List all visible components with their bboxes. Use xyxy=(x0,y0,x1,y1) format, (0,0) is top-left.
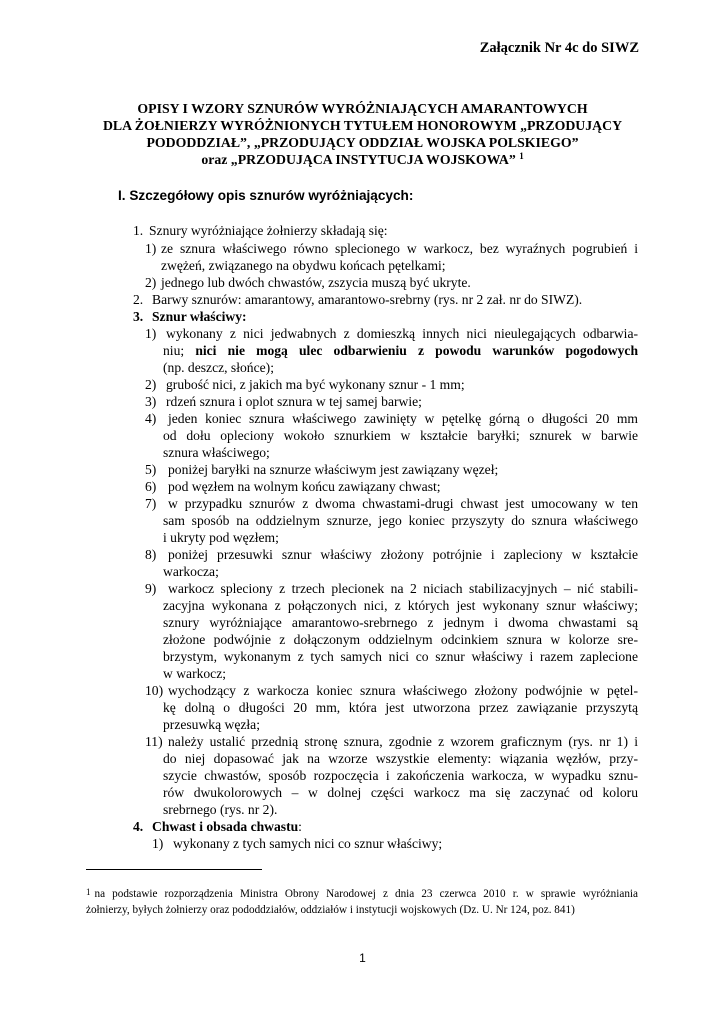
sub-item-number: 3) xyxy=(145,394,157,409)
sub-item-number: 2) xyxy=(145,275,157,290)
title-line-3: PODODDZIAŁ”, „PRZODUJĄCY ODDZIAŁ WOJSKA POLSKIEGO” xyxy=(146,135,579,150)
sub-item-text: zwężeń, związanego na obydwu końcach pętelkami; xyxy=(161,258,446,273)
sub-item-text: przesuwką węzła; xyxy=(163,717,260,732)
sub-item-text: srebrnego (rys. nr 2). xyxy=(163,802,278,817)
sub-item-text: ze sznura właściwego równo splecionego w warkocz, bez wyraźnych pogrubień i xyxy=(161,241,638,256)
sub-item-text: niu; nici nie mogą ulec odbarwieniu z powodu warunków pogodowych xyxy=(163,343,639,358)
sub-item-text: sznury wyróżniające amarantowo-srebrnego z jednym i dwoma chwastami są xyxy=(163,615,638,630)
sub-item-number: 1) xyxy=(145,241,157,256)
list-item-heading: Sznur właściwy: xyxy=(152,309,247,324)
sub-item-text: w warkocz; xyxy=(163,666,227,681)
title-line-2: DLA ŻOŁNIERZY WYRÓŻNIONYCH TYTUŁEM HONOROWYM „PRZODUJĄCY xyxy=(102,118,623,133)
sub-item-number: 4) xyxy=(145,411,157,426)
sub-item-text: (np. deszcz, słońce); xyxy=(163,360,274,375)
footnote-separator xyxy=(86,869,262,870)
sub-item-text: rdzeń sznura i oplot sznura w tej samej barwie; xyxy=(166,394,422,409)
sub-item-number: 7) xyxy=(145,496,157,511)
sub-item-number: 11) xyxy=(145,734,163,749)
footnote-number: 1 xyxy=(86,887,91,897)
sub-item-text: jeden koniec sznura właściwego zawinięty w pętelkę górną o długości 20 mm xyxy=(168,411,638,426)
sub-item-text: i ukryty pod węzłem; xyxy=(163,530,279,545)
sub-item-text: od dołu opleciony wokoło sznurkiem w kształcie baryłki; sznurek w barwie xyxy=(163,428,638,443)
footnote-line-2: żołnierzy, byłych żołnierzy oraz pododdziałów, oddziałów i instytucji wojskowych (Dz. U. Nr 124, poz. 841) xyxy=(86,904,575,916)
sub-item-text: warkocz spleciony z trzech plecionek na 2 niciach stabilizacyjnych – nić stabili- xyxy=(168,581,638,596)
sub-item-text: złożone podwójnie z dołączonym oddzielnym odcinkiem sznura w kolorze sre- xyxy=(163,632,638,647)
sub-item-text: wykonany z tych samych nici co sznur właściwy; xyxy=(173,836,443,851)
sub-item-text: kę dolną o długości 20 mm, która jest utworzona przez zawiązanie przyszytą xyxy=(163,700,638,715)
sub-item-text: sam sposób na oddzielnym sznurze, jego koniec przyszyty do sznura właściwego xyxy=(163,513,638,528)
sub-item-text: poniżej przesuwki sznur właściwy złożony potrójnie i zapleciony w kształcie xyxy=(168,547,638,562)
list-item-number: 1. xyxy=(133,223,144,238)
sub-item-text: zacyjna wykonana z połączonych nici, z których jest wykonany sznur właściwy; xyxy=(163,598,638,613)
title-line-1: OPISY I WZORY SZNURÓW WYRÓŻNIAJĄCYCH AMARANTOWYCH xyxy=(137,101,588,116)
title-line-4: oraz „PRZODUJĄCA INSTYTUCJA WOJSKOWA” $^1$ xyxy=(201,151,524,167)
document-title xyxy=(0,100,725,168)
page-number: 1 xyxy=(359,951,366,965)
section-heading: I. Szczegółowy opis sznurów wyróżniających: xyxy=(118,188,414,203)
sub-item-number: 5) xyxy=(145,462,157,477)
sub-item-number: 6) xyxy=(145,479,157,494)
list-item-heading: Chwast i obsada chwastu: xyxy=(152,819,302,834)
list-item-number: 2. xyxy=(133,292,144,307)
list-item-number: 4. xyxy=(133,819,144,834)
sub-item-text: poniżej baryłki na sznurze właściwym jest zawiązany węzeł; xyxy=(168,462,499,477)
sub-item-text: jednego lub dwóch chwastów, zszycia muszą być ukryte. xyxy=(161,275,471,290)
list-item-text: Sznury wyróżniające żołnierzy składają się: xyxy=(149,223,388,238)
sub-item-number: 2) xyxy=(145,377,157,392)
sub-item-text: w przypadku sznurów z dwoma chwastami-drugi chwast jest umocowany w ten xyxy=(168,496,638,511)
sub-item-number: 8) xyxy=(145,547,157,562)
sub-item-text: szycie chwastów, sposób rozpoczęcia i zakończenia warkocza, w wypadku sznu- xyxy=(163,768,638,783)
sub-item-text: sznura właściwego; xyxy=(163,445,270,460)
attachment-label: Załącznik Nr 4c do SIWZ xyxy=(479,40,639,56)
sub-item-text: należy ustalić przednią stronę sznura, zgodnie z wzorem graficznym (rys. nr 1) i xyxy=(168,734,638,749)
list-item-text: Barwy sznurów: amarantowy, amarantowo-srebrny (rys. nr 2 zał. nr do SIWZ). xyxy=(152,292,583,307)
list-item-number: 3. xyxy=(133,309,144,324)
sub-item-text: grubość nici, z jakich ma być wykonany sznur - 1 mm; xyxy=(166,377,465,392)
sub-item-text: brzystym, wykonanym z tych samych nici co sznur właściwy i razem zaplecione xyxy=(163,649,638,664)
sub-item-text: do niej dopasować jak na wzorze wszystkie elementy: wiązania węzłów, przy- xyxy=(163,751,638,766)
sub-item-text: wychodzący z warkocza koniec sznura właściwego złożony podwójnie w pętel- xyxy=(168,683,638,698)
sub-item-number: 1) xyxy=(152,836,164,851)
footnote-line-1: $^1$ na podstawie rozporządzenia Ministra Obrony Narodowej z dnia 23 czerwca 2010 r. w sprawie wyróżniania xyxy=(86,887,638,900)
sub-item-number: 1) xyxy=(145,326,157,341)
sub-item-text: pod węzłem na wolnym końcu zawiązany chwast; xyxy=(168,479,441,494)
sub-item-number: 10) xyxy=(145,683,164,698)
footnote-ref[interactable]: 1 xyxy=(519,151,524,161)
sub-item-text: wykonany z nici jedwabnych z domieszką innych nici nieulegających odbarwia- xyxy=(166,326,638,341)
sub-item-number: 9) xyxy=(145,581,157,596)
sub-item-text: rów dwukolorowych – w dolnej części warkocz ma się zaczynać od koloru xyxy=(163,785,638,800)
sub-item-text: warkocza; xyxy=(163,564,219,579)
